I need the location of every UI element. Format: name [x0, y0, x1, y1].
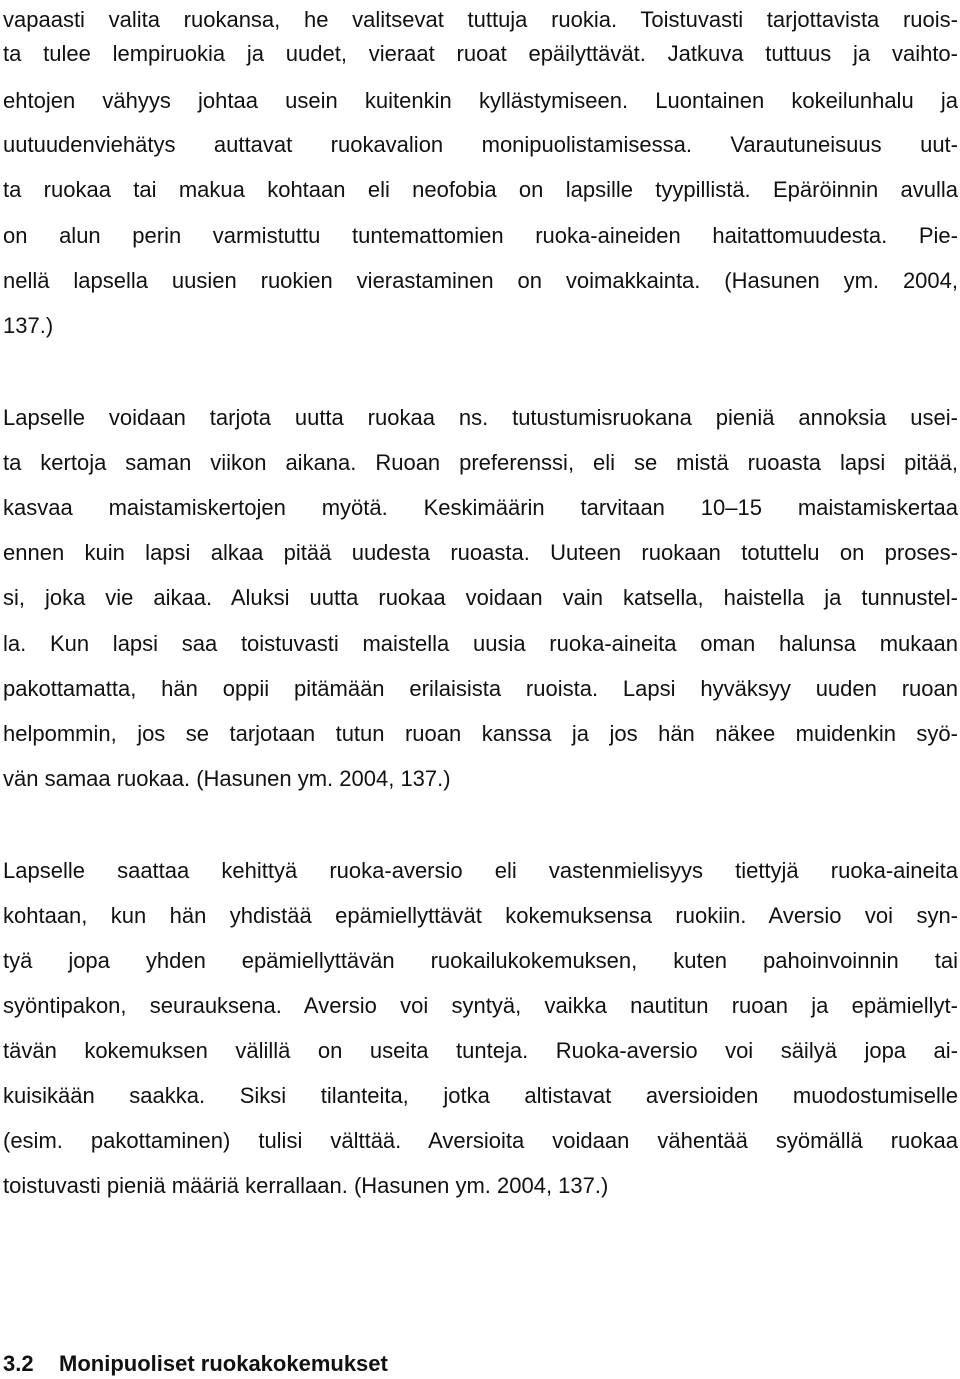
text-line: pakottamatta, hän oppii pitämään erilaisista ruoista. Lapsi hyväksyy uuden ruoan — [3, 676, 958, 701]
text-line: ennen kuin lapsi alkaa pitää uudesta ruoasta. Uuteen ruokaan totuttelu on proses- — [3, 540, 958, 565]
text-line: ta ruokaa tai makua kohtaan eli neofobia on lapsille tyypillistä. Epäröinnin avulla — [3, 177, 958, 202]
text-line: Lapselle saattaa kehittyä ruoka-aversio eli vastenmielisyys tiettyjä ruoka-aineita — [3, 858, 958, 883]
text-line: ehtojen vähyys johtaa usein kuitenkin kyllästymiseen. Luontainen kokeilunhalu ja — [3, 88, 958, 113]
text-line: vapaasti valita ruokansa, he valitsevat tuttuja ruokia. Toistuvasti tarjottavista ruois- — [3, 7, 958, 32]
text-line: helpommin, jos se tarjotaan tutun ruoan kanssa ja jos hän näkee muidenkin syö- — [3, 721, 958, 746]
text-line: ta tulee lempiruokia ja uudet, vieraat ruoat epäilyttävät. Jatkuva tuttuus ja vaihto- — [3, 41, 958, 66]
text-line: kasvaa maistamiskertojen myötä. Keskimäärin tarvitaan 10–15 maistamiskertaa — [3, 495, 958, 520]
text-line: (esim. pakottaminen) tulisi välttää. Aversioita voidaan vähentää syömällä ruokaa — [3, 1128, 958, 1153]
text-line: toistuvasti pieniä määriä kerrallaan. (Hasunen ym. 2004, 137.) — [3, 1173, 609, 1198]
text-line: Lapselle voidaan tarjota uutta ruokaa ns. tutustumisruokana pieniä annoksia usei- — [3, 405, 958, 430]
section-heading — [3, 1350, 388, 1378]
text-line: syöntipakon, seurauksena. Aversio voi syntyä, vaikka nautitun ruoan ja epämiellyt- — [3, 993, 958, 1018]
text-line: kuisikään saakka. Siksi tilanteita, jotka altistavat aversioiden muodostumiselle — [3, 1083, 958, 1108]
text-line: on alun perin varmistuttu tuntemattomien ruoka-aineiden haitattomuudesta. Pie- — [3, 223, 958, 248]
text-line: 137.) — [3, 313, 54, 338]
text-line: ta kertoja saman viikon aikana. Ruoan preferenssi, eli se mistä ruoasta lapsi pitää, — [3, 450, 958, 475]
text-line: tyä jopa yhden epämiellyttävän ruokailukokemuksen, kuten pahoinvoinnin tai — [3, 948, 958, 973]
text-line: si, joka vie aikaa. Aluksi uutta ruokaa voidaan vain katsella, haistella ja tunnustel- — [3, 585, 958, 610]
text-line: vän samaa ruokaa. (Hasunen ym. 2004, 137.) — [3, 766, 451, 791]
text-line: tävän kokemuksen välillä on useita tunteja. Ruoka-aversio voi säilyä jopa ai- — [3, 1038, 958, 1063]
text-line: nellä lapsella uusien ruokien vierastaminen on voimakkainta. (Hasunen ym. 2004, — [3, 268, 958, 293]
text-line: la. Kun lapsi saa toistuvasti maistella uusia ruoka-aineita oman halunsa mukaan — [3, 631, 958, 656]
text-line: uutuudenviehätys auttavat ruokavalion monipuolistamisessa. Varautuneisuus uut- — [3, 132, 958, 157]
section-number: 3.2 — [3, 1351, 34, 1376]
section-title: Monipuoliset ruokakokemukset — [59, 1351, 388, 1376]
text-line: kohtaan, kun hän yhdistää epämiellyttävät kokemuksensa ruokiin. Aversio voi syn- — [3, 903, 958, 928]
